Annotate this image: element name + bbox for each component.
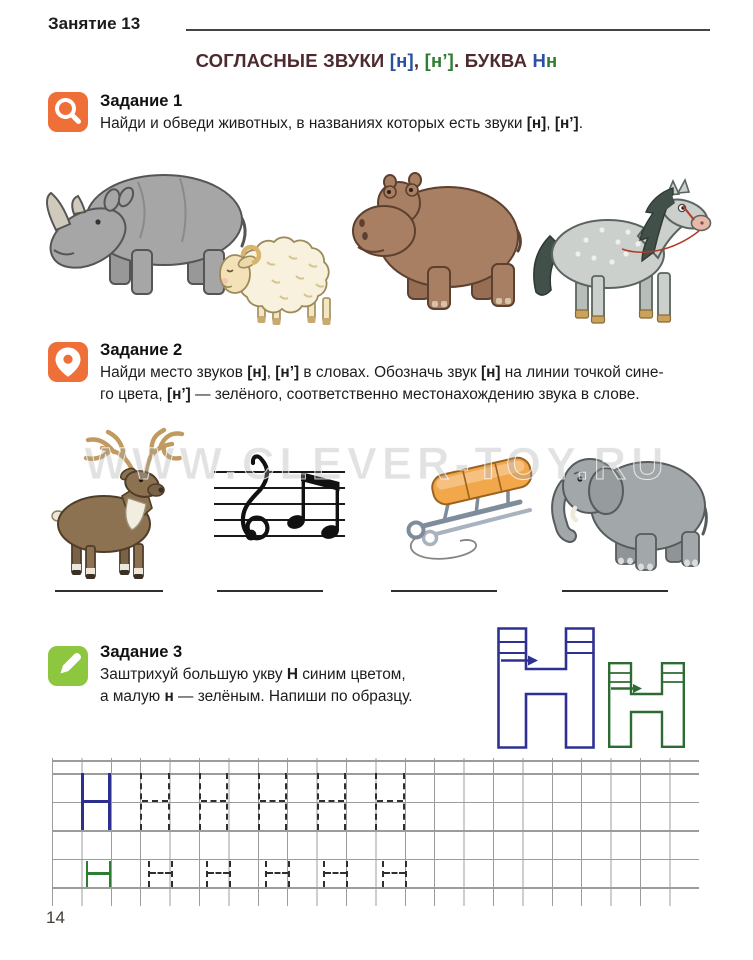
horse-image[interactable] [520, 178, 712, 329]
hippopotamus-image[interactable] [352, 161, 524, 322]
trace-letter-H[interactable] [199, 773, 228, 830]
trace-letter-n[interactable] [382, 861, 407, 887]
trace-letter-H[interactable] [317, 773, 346, 830]
trace-letter-H[interactable] [258, 773, 287, 830]
magnifier-icon [48, 92, 88, 132]
answer-line-reindeer[interactable] [55, 590, 163, 592]
task3-label: Задание 3 [100, 643, 183, 661]
trace-letter-n[interactable] [323, 861, 348, 887]
page-number: 14 [46, 908, 65, 927]
sample-letter-n [86, 861, 111, 887]
letter-template-H-big[interactable] [497, 627, 595, 754]
sample-letter-H [81, 773, 110, 830]
trace-letter-H[interactable] [375, 773, 404, 830]
task1-text: Найди и обведи животных, в названиях которых есть звуки [н], [н’]. [100, 115, 583, 132]
answer-line-notes[interactable] [217, 590, 323, 592]
watermark: WWW.CLEVER-TOY.RU [84, 438, 669, 489]
musical-notes-image [212, 450, 347, 567]
task1-label: Задание 1 [100, 92, 183, 110]
task2-text: Найди место звуков [н], [н’] в словах. Обозначь звук [н] на линии точкой сине- го цвета, [н’] — зелёного, соответственно местонахождению звука в слове. [100, 364, 664, 403]
elephant-image [550, 446, 710, 579]
practice-grid[interactable] [52, 758, 699, 906]
task2-badge [48, 342, 88, 382]
trace-letter-n[interactable] [148, 861, 173, 887]
answer-line-elephant[interactable] [562, 590, 668, 592]
map-pin-icon [48, 342, 88, 382]
lesson-header: Занятие 13 [48, 14, 141, 33]
pencil-icon [48, 646, 88, 686]
sheep-image[interactable] [212, 222, 354, 331]
letter-template-n-small[interactable] [608, 662, 685, 753]
task3-badge [48, 646, 88, 686]
reindeer-image [42, 424, 192, 591]
answer-line-sled[interactable] [391, 590, 497, 592]
header-rule [186, 29, 710, 31]
page-title: СОГЛАСНЫЕ ЗВУКИ [н], [н’]. БУКВА Нн [195, 50, 558, 71]
sled-image [382, 442, 548, 573]
task3-text: Заштрихуй большую укву Н синим цветом, а малую н — зелёным. Напиши по образцу. [100, 666, 413, 705]
trace-letter-n[interactable] [206, 861, 231, 887]
task2-label: Задание 2 [100, 341, 183, 359]
trace-letter-n[interactable] [265, 861, 290, 887]
task1-badge [48, 92, 88, 132]
trace-letter-H[interactable] [140, 773, 169, 830]
